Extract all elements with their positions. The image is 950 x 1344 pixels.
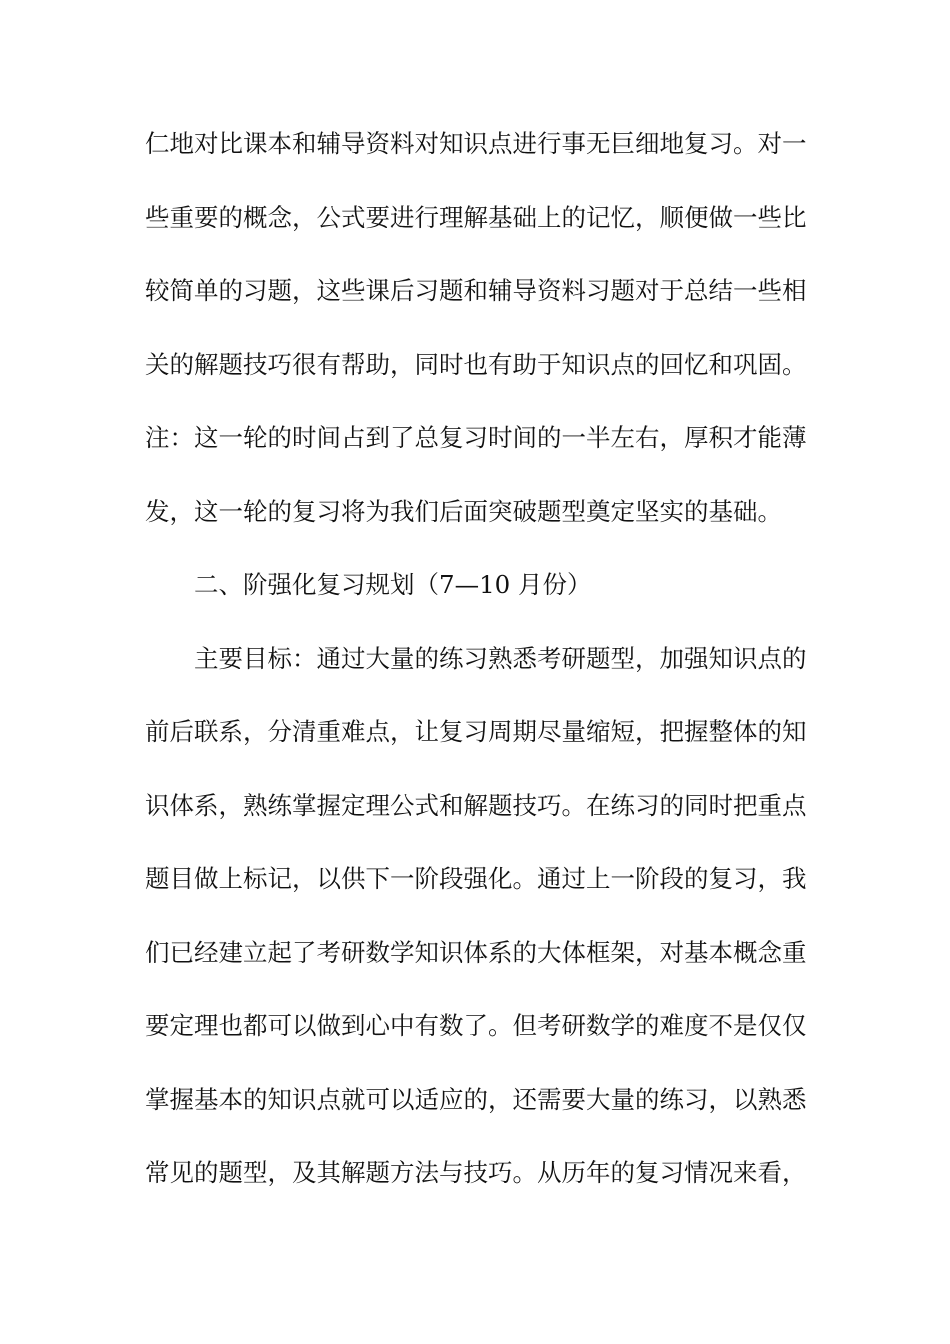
goal-line-5: 们已经建立起了考研数学知识体系的大体框架，对基本概念重 [145,937,807,967]
paragraph-line-1: 仁地对比课本和辅导资料对知识点进行事无巨细地复习。对一 [145,129,807,158]
goal-line-4: 题目做上标记，以供下一阶段强化。通过上一阶段的复习，我 [145,864,807,893]
document-body [145,124,805,1227]
goal-line-2: 前后联系，分清重难点，让复习周期尽量缩短，把握整体的知 [145,717,807,746]
paragraph-line-4: 关的解题技巧很有帮助，同时也有助于知识点的回忆和巩固。 [145,349,807,379]
paragraph-line-3: 较简单的习题，这些课后习题和辅导资料习题对于总结一些相 [145,276,807,305]
goal-line-1: 主要目标：通过大量的练习熟悉考研题型，加强知识点的 [194,643,807,673]
goal-line-7: 掌握基本的知识点就可以适应的，还需要大量的练习，以熟悉 [145,1084,807,1114]
note-line-1: 注：这一轮的时间占到了总复习时间的一半左右，厚积才能薄 [145,423,807,452]
paragraph-line-2: 些重要的概念，公式要进行理解基础上的记忆，顺便做一些比 [145,202,807,232]
note-line-2: 发，这一轮的复习将为我们后面突破题型奠定坚实的基础。 [145,496,782,526]
section-heading: 二、阶强化复习规划（7—10 月份） [194,570,592,599]
goal-line-3: 识体系，熟练掌握定理公式和解题技巧。在练习的同时把重点 [145,790,807,820]
goal-line-6: 要定理也都可以做到心中有数了。但考研数学的难度不是仅仅 [145,1011,807,1040]
goal-line-8: 常见的题型，及其解题方法与技巧。从历年的复习情况来看， [145,1158,807,1187]
